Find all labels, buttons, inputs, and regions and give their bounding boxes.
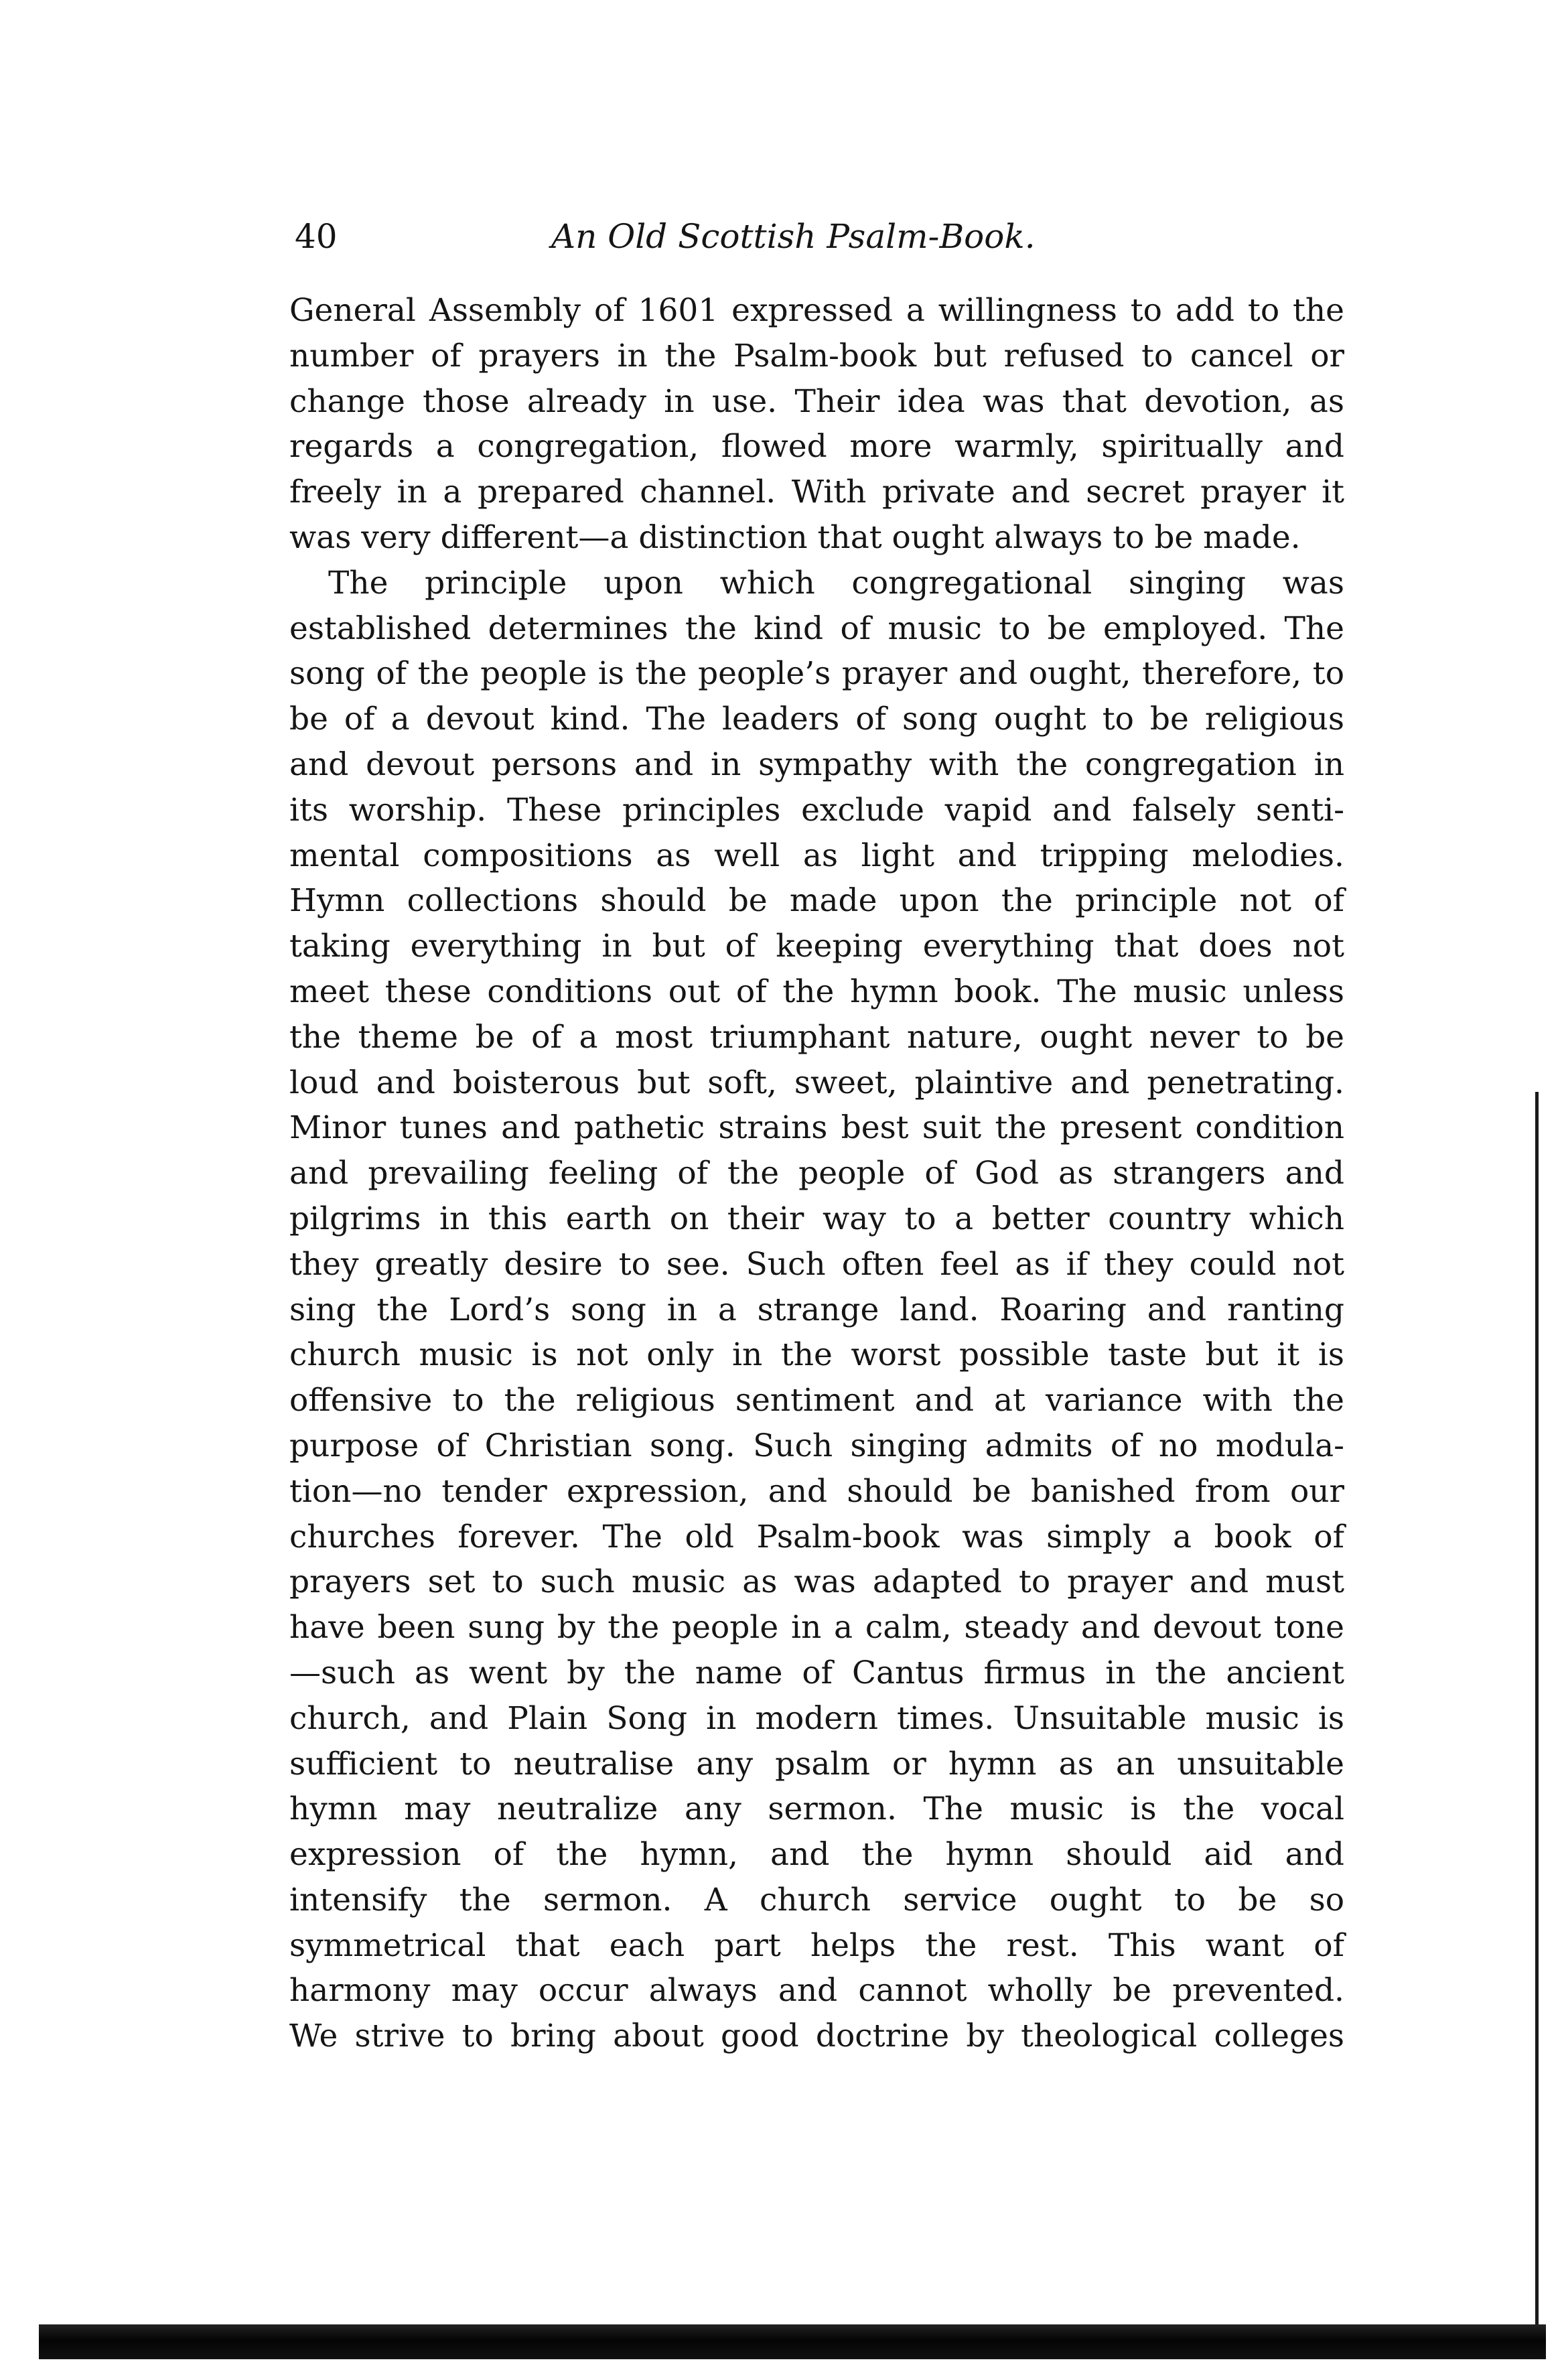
text-line: song of the people is the people’s prayer and ought, therefore, to bbox=[289, 655, 1344, 693]
text-line: purpose of Christian song. Such singing admits of no modula- bbox=[289, 1427, 1344, 1464]
text-line: have been sung by the people in a calm, steady and devout tone bbox=[289, 1609, 1344, 1647]
scan-edge-rule bbox=[1535, 1092, 1539, 2338]
text-line: pilgrims in this earth on their way to a better country which bbox=[289, 1200, 1344, 1237]
text-line: The principle upon which congregational singing was bbox=[328, 564, 1344, 602]
text-line: sufficient to neutralise any psalm or hymn as an unsuitable bbox=[289, 1745, 1344, 1782]
text-line: they greatly desire to see. Such often feel as if they could not bbox=[289, 1245, 1344, 1283]
text-line: General Assembly of 1601 expressed a willingness to add to the bbox=[289, 292, 1344, 329]
text-line: taking everything in but of keeping everything that does not bbox=[289, 928, 1344, 965]
text-line: tion—no tender expression, and should be banished from our bbox=[289, 1472, 1344, 1510]
text-line: change those already in use. Their idea was that devotion, as bbox=[289, 382, 1344, 420]
text-line: prayers set to such music as was adapted to prayer and must bbox=[289, 1563, 1344, 1601]
text-line: —such as went by the name of Cantus firmus in the ancient bbox=[289, 1654, 1344, 1691]
text-line: was very different—a distinction that ought always to be made. bbox=[289, 518, 1301, 556]
text-line: Hymn collections should be made upon the principle not of bbox=[289, 882, 1344, 920]
text-line: number of prayers in the Psalm-book but refused to cancel or bbox=[289, 337, 1344, 374]
text-line: mental compositions as well as light and tripping melodies. bbox=[289, 837, 1344, 874]
text-line: and devout persons and in sympathy with the congregation in bbox=[289, 746, 1344, 783]
text-line: Minor tunes and pathetic strains best suit the present condition bbox=[289, 1109, 1344, 1147]
text-line: offensive to the religious sentiment and at variance with the bbox=[289, 1382, 1344, 1419]
text-line: its worship. These principles exclude vapid and falsely senti- bbox=[289, 791, 1344, 829]
text-line: regards a congregation, flowed more warmly, spiritually and bbox=[289, 428, 1344, 466]
text-line: freely in a prepared channel. With private and secret prayer it bbox=[289, 474, 1344, 511]
text-line: symmetrical that each part helps the rest. This want of bbox=[289, 1927, 1344, 1964]
text-line: hymn may neutralize any sermon. The music is the vocal bbox=[289, 1791, 1344, 1828]
scan-border-bar bbox=[39, 2324, 1546, 2359]
text-line: church music is not only in the worst possible taste but it is bbox=[289, 1336, 1344, 1374]
text-line: the theme be of a most triumphant nature, ought never to be bbox=[289, 1018, 1344, 1056]
text-line: intensify the sermon. A church service ought to be so bbox=[289, 1881, 1344, 1918]
text-line: church, and Plain Song in modern times. Unsuitable music is bbox=[289, 1699, 1344, 1737]
text-line: churches forever. The old Psalm-book was simply a book of bbox=[289, 1518, 1344, 1555]
text-line: be of a devout kind. The leaders of song ought to be religious bbox=[289, 701, 1344, 738]
text-line: and prevailing feeling of the people of God as strangers and bbox=[289, 1155, 1344, 1192]
page-number: 40 bbox=[295, 217, 338, 256]
text-line: expression of the hymn, and the hymn should aid and bbox=[289, 1836, 1344, 1874]
body-text bbox=[289, 288, 1344, 2059]
text-line: loud and boisterous but soft, sweet, plaintive and penetrating. bbox=[289, 1064, 1344, 1101]
text-line: sing the Lord’s song in a strange land. Roaring and ranting bbox=[289, 1291, 1344, 1328]
running-head: An Old Scottish Psalm-Book. bbox=[551, 217, 1036, 256]
text-line: meet these conditions out of the hymn book. The music unless bbox=[289, 973, 1344, 1010]
text-line: established determines the kind of music to be employed. The bbox=[289, 610, 1344, 647]
text-line: harmony may occur always and cannot wholly be prevented. bbox=[289, 1972, 1344, 2010]
text-line: We strive to bring about good doctrine by theological colleges bbox=[289, 2018, 1344, 2055]
